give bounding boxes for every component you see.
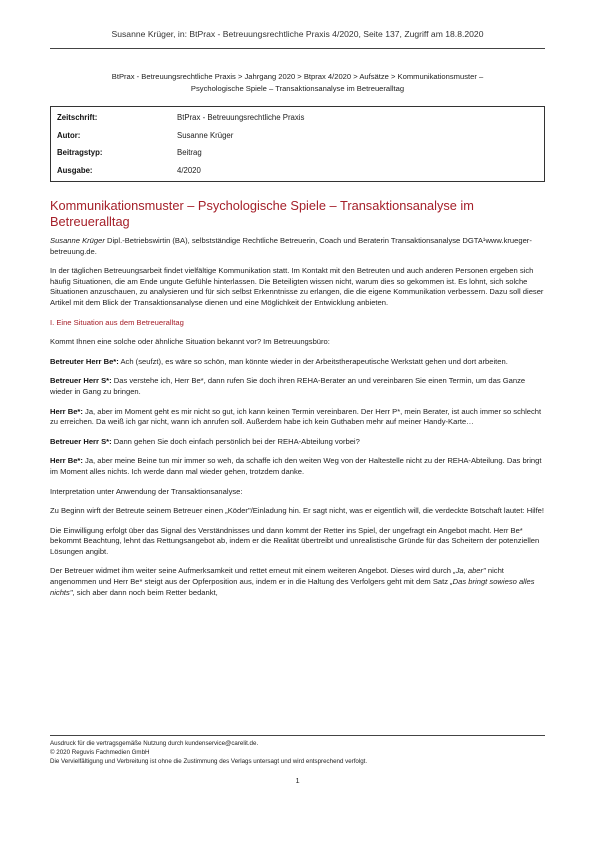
meta-row-author (51, 127, 544, 145)
dialogue-line (50, 456, 545, 477)
meta-label: Ausgabe: (57, 165, 93, 175)
footer-divider (50, 735, 545, 736)
meta-row-journal (51, 109, 544, 127)
interpretation-heading: Interpretation unter Anwendung der Transaktionsanalyse: (50, 486, 243, 496)
section-heading: I. Eine Situation aus dem Betreueralltag (50, 317, 184, 327)
breadcrumb (50, 71, 545, 94)
breadcrumb-line-2[interactable]: Psychologische Spiele – Transaktionsanalyse im Betreueralltag (190, 83, 405, 93)
dialogue-text: Dann gehen Sie doch einfach persönlich bei der REHA-Abteilung vorbei? (111, 436, 360, 446)
body-paragraph: Die Einwilligung erfolgt über das Signal des Verständnisses und dann kommt der Retter ins Spiel, der ungefragt ein Angebot macht. Herr Be* bekommt Beachtung, lehnt das Rettungsangebot ab, indem er die Realität übertreibt und unrealistische Gründe für das Scheitern der potenziellen Lösungen angibt. (50, 525, 540, 556)
running-header: Susanne Krüger, in: BtPrax - Betreuungsrechtliche Praxis 4/2020, Seite 137, Zugriff am 18.8.2020 (111, 29, 484, 39)
meta-value: BtPrax - Betreuungsrechtliche Praxis (177, 113, 305, 123)
meta-value: Beitrag (177, 148, 202, 158)
metadata-table (50, 106, 545, 182)
body-paragraph: Zu Beginn wirft der Betreute seinem Betreuer einen „Köder"/Einladung hin. Er sagt nicht, was er eigentlich will, die verdeckte Botschaft lautet: Hilfe! (50, 506, 545, 516)
section-intro: Kommt Ihnen eine solche oder ähnliche Situation bekannt vor? Im Betreuungsbüro: (50, 337, 330, 347)
dialogue-line (50, 376, 545, 397)
text-run: , sich aber dann noch beim Retter bedankt, (72, 587, 218, 597)
dialogue-text: Ach (seufzt), es wäre so schön, man könnte wieder in der Arbeitstherapeutische Werkstatt gehen und dort arbeiten. (118, 356, 508, 366)
text-run: Der Betreuer widmet ihm weiter seine Aufmerksamkeit und rettet erneut mit einem weiteren Angebot. Dieses wird durch (50, 566, 454, 576)
page-footer (50, 739, 545, 766)
speaker-label: Betreuer Herr S*: (50, 376, 112, 386)
meta-label: Beitragstyp: (57, 148, 103, 158)
breadcrumb-line-1[interactable]: BtPrax - Betreuungsrechtliche Praxis > Jahrgang 2020 > Btprax 4/2020 > Aufsätze > Kommunikationsmuster – (111, 72, 484, 81)
dialogue-text: Ja, aber im Moment geht es mir nicht so gut, ich kann keinen Termin vereinbaren. Der Herr P*, mein Berater, ist auch immer so schlecht zu erreichen. Da weiß ich gar nicht, wann ich anrufen soll. Außerdem habe ich kein Guthaben mehr auf meiner Handy-Karte… (50, 406, 542, 427)
author-bio (50, 236, 545, 257)
speaker-label: Betreuer Herr S*: (50, 436, 112, 446)
header-divider (50, 48, 545, 49)
footer-rights-note: Die Vervielfältigung und Verbreitung ist ohne die Zustimmung des Verlags untersagt und wird entsprechend verfolgt. (50, 758, 368, 766)
meta-value: Susanne Krüger (177, 130, 234, 140)
footer-copyright: © 2020 Reguvis Fachmedien GmbH (50, 749, 150, 757)
meta-label: Zeitschrift: (57, 113, 98, 123)
quote-ja-aber: „Ja, aber" (453, 566, 486, 576)
author-bio-text: Dipl.-Betriebswirtin (BA), selbstständige Rechtliche Betreuerin, Coach und Beraterin Transaktionsanalyse DGTA¹www.krueger-betreuung.de. (50, 236, 532, 256)
meta-row-type (51, 144, 544, 162)
text-run: nicht angenommen und Herr Be* steigt aus der Opferposition aus, indem er in die Haltung des Verfolgers geht mit dem Satz (50, 566, 504, 587)
dialogue-text: Das verstehe ich, Herr Be*, dann rufen Sie doch ihren REHA-Berater an und vereinbaren Sie einen Termin, um das Ganze wieder in Gang zu bringen. (50, 376, 526, 396)
dialogue-line (50, 437, 545, 448)
meta-label: Autor: (57, 130, 81, 140)
dialogue-text: Ja, aber meine Beine tun mir immer so weh, da schaffe ich den weiten Weg von der Haltestelle nicht zu der REHA-Abteilung. Das bringt im Moment alles nichts. Ich werde dann mal wieder gehen, trotzdem danke. (50, 456, 542, 476)
meta-row-issue (51, 162, 544, 180)
speaker-label: Herr Be*: (50, 406, 83, 416)
speaker-label: Betreuter Herr Be*: (50, 356, 119, 366)
page-number: 1 (295, 776, 300, 785)
quote-bringt-nichts: „Das bringt sowieso alles nichts" (50, 577, 535, 597)
dialogue-line (50, 407, 545, 428)
author-name: Susanne Krüger (50, 236, 105, 245)
speaker-label: Herr Be*: (50, 456, 83, 466)
article-title: Kommunikationsmuster – Psychologische Spiele – Transaktionsanalyse im Betreueralltag (50, 197, 474, 230)
footer-usage-note: Ausdruck für die vertragsgemäße Nutzung durch kundenservice@carelit.de. (50, 740, 259, 747)
article-body (50, 236, 545, 607)
intro-paragraph: In der täglichen Betreuungsarbeit findet vielfältige Kommunikation statt. Im Kontakt mit den Betreuten und auch anderen Personen ergeben sich häufig Situationen, die am Ende ungute Gefühle hinterlassen. Die Beteiligten wissen nicht, warum dies so gekommen ist. Es lohnt, sich solche Situationen anzuschauen, zu analysieren und für sich selbst Erkenntnisse zu erlangen, die die eigene Kommunikation verbessern. Dazu soll dieser Artikel mit dem Blick der Transaktionsanalyse dienen und eine Möglichkeit der Entwicklung anbieten. (50, 266, 544, 307)
dialogue-line (50, 357, 545, 368)
meta-value: 4/2020 (177, 165, 201, 175)
body-paragraph (50, 566, 545, 598)
